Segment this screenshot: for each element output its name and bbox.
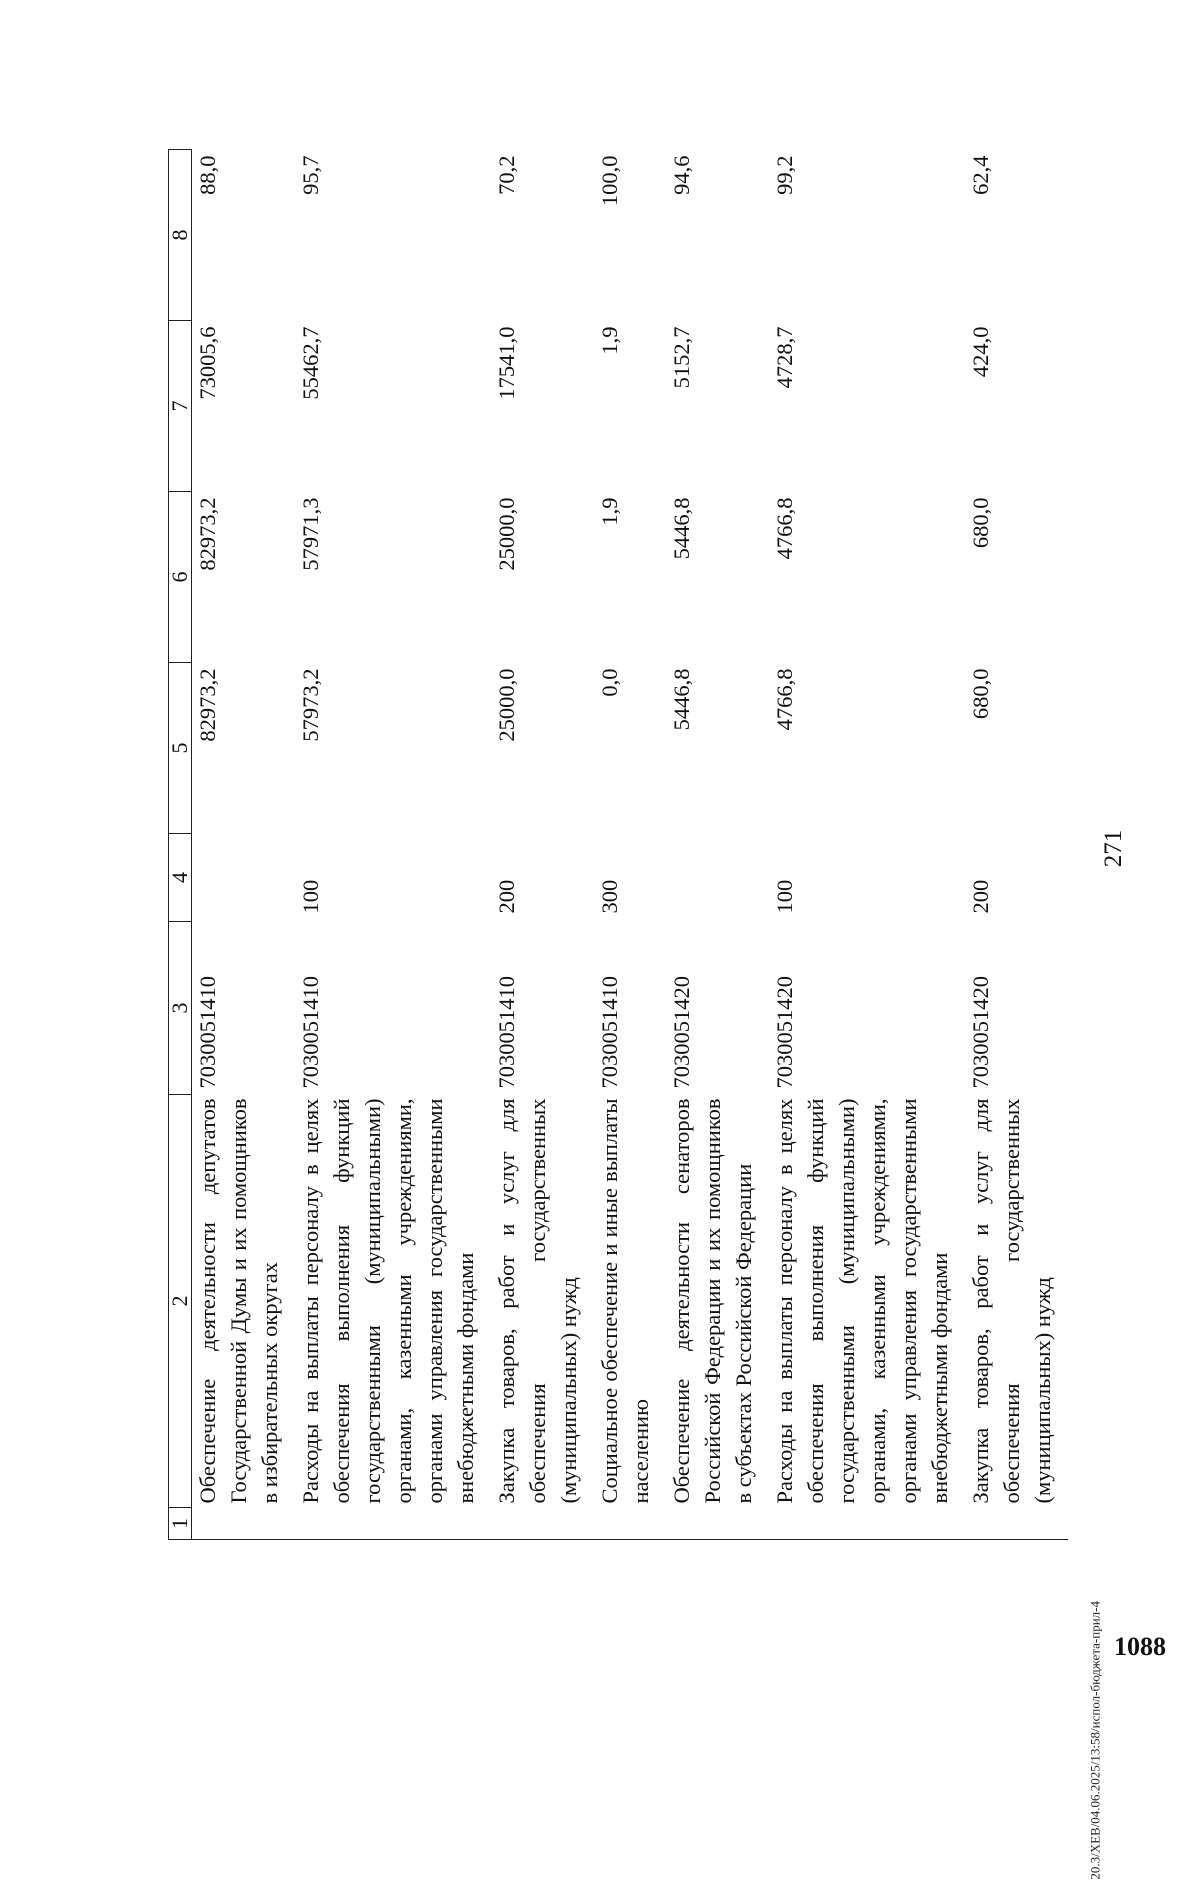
row-value-6: 680,0 bbox=[968, 497, 993, 549]
row-value-6: 4766,8 bbox=[772, 497, 797, 560]
col-header-8: 8 bbox=[169, 150, 192, 321]
row-value-7: 5152,7 bbox=[669, 326, 694, 389]
row-number bbox=[295, 1508, 491, 1540]
row-description: Расходы на выплаты персоналу в целях обеспечения выполнения функций государственными (муниципальными) органами, казенными учреждениями, органами управления государственными внебюджетными фондами bbox=[772, 1098, 952, 1504]
row-expense-type bbox=[192, 834, 296, 922]
row-description: Социальное обеспечение и иные выплаты населению bbox=[597, 1098, 653, 1504]
row-target-article: 7030051420 bbox=[772, 976, 797, 1089]
row-value-7: 73005,6 bbox=[195, 326, 220, 400]
row-value-6: 25000,0 bbox=[494, 497, 519, 571]
table-row bbox=[594, 150, 666, 1540]
col-header-2: 2 bbox=[169, 1095, 192, 1508]
table-row bbox=[769, 150, 965, 1540]
table-row bbox=[295, 150, 491, 1540]
budget-table bbox=[168, 149, 1068, 1540]
row-value-5: 4766,8 bbox=[772, 668, 797, 731]
col-header-5: 5 bbox=[169, 663, 192, 834]
row-value-8: 62,4 bbox=[968, 155, 993, 195]
row-value-5: 5446,8 bbox=[669, 668, 694, 731]
row-expense-type: 200 bbox=[494, 879, 519, 914]
row-target-article: 7030051410 bbox=[597, 976, 622, 1089]
row-target-article: 7030051410 bbox=[494, 976, 519, 1089]
row-value-5: 680,0 bbox=[968, 668, 993, 720]
row-number bbox=[491, 1508, 594, 1540]
row-value-7: 17541,0 bbox=[494, 326, 519, 400]
row-value-7: 4728,7 bbox=[772, 326, 797, 389]
budget-table-wrapper bbox=[168, 150, 1068, 1540]
row-value-7: 1,9 bbox=[597, 326, 622, 355]
row-target-article: 7030051420 bbox=[968, 976, 993, 1089]
row-expense-type: 100 bbox=[772, 879, 797, 914]
row-value-5: 0,0 bbox=[597, 668, 622, 697]
row-value-8: 99,2 bbox=[772, 155, 797, 195]
row-value-5: 25000,0 bbox=[494, 668, 519, 742]
row-number bbox=[594, 1508, 666, 1540]
row-expense-type: 100 bbox=[298, 879, 323, 914]
row-description: Расходы на выплаты персоналу в целях обеспечения выполнения функций государственными (муниципальными) органами, казенными учреждениями, органами управления государственными внебюджетными фондами bbox=[298, 1098, 478, 1504]
row-number bbox=[192, 1508, 296, 1540]
table-row bbox=[491, 150, 594, 1540]
col-header-7: 7 bbox=[169, 321, 192, 492]
row-description: Обеспечение деятельности сенаторов Российской Федерации и их помощников в субъектах Российской Федерации bbox=[669, 1098, 756, 1504]
row-value-8: 70,2 bbox=[494, 155, 519, 195]
row-value-8: 95,7 bbox=[298, 155, 323, 195]
row-number bbox=[666, 1508, 769, 1540]
table-row bbox=[965, 150, 1068, 1540]
footer-code: 20.3/ХЕВ/04.06.2025/13:58/испол-бюджета-прил-4 bbox=[1088, 1601, 1103, 1880]
row-value-6: 1,9 bbox=[597, 497, 622, 526]
row-expense-type bbox=[666, 834, 769, 922]
col-header-4: 4 bbox=[169, 834, 192, 922]
row-value-6: 5446,8 bbox=[669, 497, 694, 560]
row-number bbox=[965, 1508, 1068, 1540]
row-value-6: 57971,3 bbox=[298, 497, 323, 571]
row-value-7: 424,0 bbox=[968, 326, 993, 378]
doc-number: 1088 bbox=[1114, 1632, 1166, 1661]
col-header-6: 6 bbox=[169, 492, 192, 663]
col-header-1: 1 bbox=[169, 1508, 192, 1540]
row-target-article: 7030051410 bbox=[195, 976, 220, 1089]
row-value-8: 100,0 bbox=[597, 155, 622, 207]
table-row bbox=[192, 150, 296, 1540]
row-value-5: 57973,2 bbox=[298, 668, 323, 742]
row-description: Обеспечение деятельности депутатов Государственной Думы и их помощников в избирательных округах bbox=[195, 1098, 282, 1504]
page-number: 271 bbox=[1100, 829, 1127, 868]
row-expense-type: 300 bbox=[597, 879, 622, 914]
row-description: Закупка товаров, работ и услуг для обеспечения государственных (муниципальных) нужд bbox=[968, 1098, 1055, 1504]
row-expense-type: 200 bbox=[968, 879, 993, 914]
row-target-article: 7030051420 bbox=[669, 976, 694, 1089]
row-value-8: 88,0 bbox=[195, 155, 220, 195]
row-description: Закупка товаров, работ и услуг для обеспечения государственных (муниципальных) нужд bbox=[494, 1098, 581, 1504]
row-number bbox=[769, 1508, 965, 1540]
row-target-article: 7030051410 bbox=[298, 976, 323, 1089]
row-value-8: 94,6 bbox=[669, 155, 694, 195]
row-value-7: 55462,7 bbox=[298, 326, 323, 400]
table-header-row bbox=[169, 150, 192, 1540]
row-value-6: 82973,2 bbox=[195, 497, 220, 571]
col-header-3: 3 bbox=[169, 922, 192, 1095]
table-row bbox=[666, 150, 769, 1540]
row-value-5: 82973,2 bbox=[195, 668, 220, 742]
